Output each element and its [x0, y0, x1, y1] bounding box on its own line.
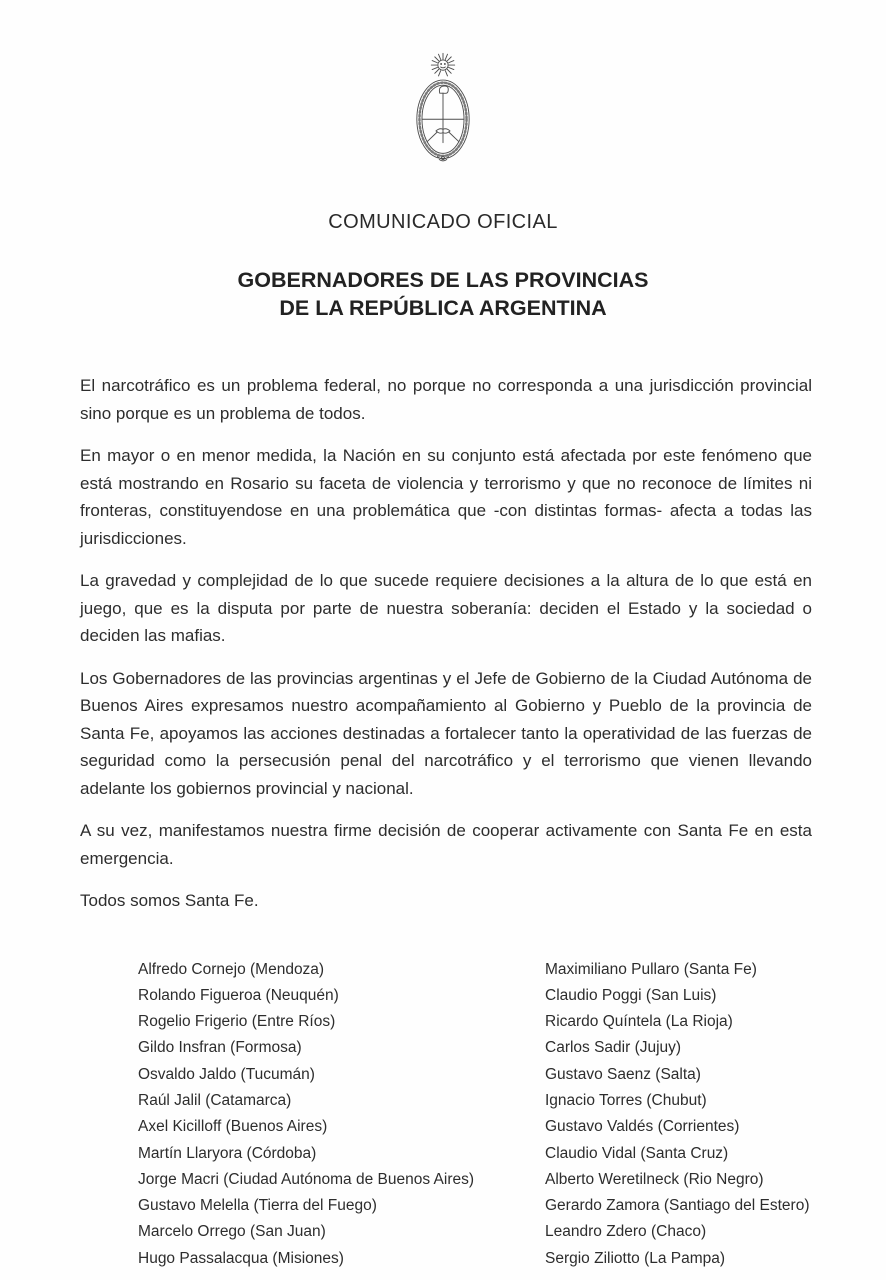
- document-heading-line1: GOBERNADORES DE LAS PROVINCIAS: [237, 268, 649, 292]
- body-paragraph: Los Gobernadores de las provincias argentinas y el Jefe de Gobierno de la Ciudad Autónoma de Buenos Aires expresamos nuestro acompañamiento al Gobierno y Pueblo de la provincia de Santa Fe, apoyamos las acciones destinadas a fortalecer tanto la operatividad de las fuerzas de seguridad como la persecusión penal del narcotráfico y el terrorismo que vienen llevando adelante los gobiernos provincial y nacional.: [80, 668, 812, 798]
- signature-item: Ignacio Torres (Chubut): [545, 1091, 707, 1109]
- document-body: [80, 372, 812, 915]
- document-title: COMUNICADO OFICIAL: [328, 211, 558, 233]
- signature-item: Sergio Ziliotto (La Pampa): [545, 1249, 726, 1267]
- signature-item: Leandro Zdero (Chaco): [545, 1223, 707, 1241]
- signature-item: Rogelio Frigerio (Entre Ríos): [138, 1013, 336, 1031]
- signature-item: Jorge Macri (Ciudad Autónoma de Buenos Aires): [138, 1170, 475, 1188]
- signature-item: Osvaldo Jaldo (Tucumán): [138, 1065, 315, 1083]
- signature-item: Carlos Sadir (Jujuy): [545, 1039, 682, 1057]
- body-paragraph: Todos somos Santa Fe.: [80, 891, 259, 910]
- signature-item: Alberto Weretilneck (Rio Negro): [545, 1170, 764, 1188]
- signature-item: Axel Kicilloff (Buenos Aires): [138, 1118, 328, 1136]
- signature-item: Hugo Passalacqua (Misiones): [138, 1249, 344, 1267]
- body-paragraph: El narcotráfico es un problema federal, no porque no corresponda a una jurisdicción provincial sino porque es un problema de todos.: [80, 376, 812, 423]
- body-paragraph: La gravedad y complejidad de lo que sucede requiere decisiones a la altura de lo que está en juego, que es la disputa por parte de nuestra soberanía: deciden el Estado y la sociedad o deciden las mafias.: [80, 571, 812, 645]
- signature-item: Martín Llaryora (Córdoba): [138, 1144, 317, 1162]
- signature-item: Gerardo Zamora (Santiago del Estero): [545, 1197, 810, 1215]
- signature-item: Gustavo Melella (Tierra del Fuego): [138, 1197, 377, 1215]
- signature-item: Claudio Poggi (San Luis): [545, 986, 717, 1004]
- signature-item: Gildo Insfran (Formosa): [138, 1039, 302, 1057]
- signature-item: Alfredo Cornejo (Mendoza): [138, 960, 325, 978]
- signature-item: Raúl Jalil (Catamarca): [138, 1091, 292, 1109]
- logo-container: [0, 0, 886, 171]
- signature-item: Maximiliano Pullaro (Santa Fe): [545, 960, 757, 978]
- body-paragraph: En mayor o en menor medida, la Nación en su conjunto está afectada por este fenómeno que está mostrando en Rosario su faceta de violencia y terrorismo y que no reconoce de límites ni fronteras, constituyendose en una problemática que -con distintas formas- afecta a todas las jurisdicciones.: [80, 446, 812, 548]
- signature-item: Gustavo Valdés (Corrientes): [545, 1118, 740, 1136]
- signature-item: Claudio Vidal (Santa Cruz): [545, 1144, 729, 1162]
- signature-item: Rolando Figueroa (Neuquén): [138, 986, 339, 1004]
- argentina-coat-of-arms-icon: [396, 52, 490, 166]
- document-heading: [0, 266, 886, 322]
- document-heading-line2: DE LA REPÚBLICA ARGENTINA: [279, 296, 607, 320]
- signature-item: Ricardo Quíntela (La Rioja): [545, 1013, 733, 1031]
- signature-column-right: [545, 957, 886, 1273]
- signature-item: Gustavo Saenz (Salta): [545, 1065, 701, 1083]
- signature-section: [138, 957, 886, 1273]
- signature-item: Marcelo Orrego (San Juan): [138, 1223, 326, 1241]
- signature-column-left: [138, 957, 545, 1273]
- body-paragraph: A su vez, manifestamos nuestra firme decisión de cooperar activamente con Santa Fe en esta emergencia.: [80, 821, 812, 868]
